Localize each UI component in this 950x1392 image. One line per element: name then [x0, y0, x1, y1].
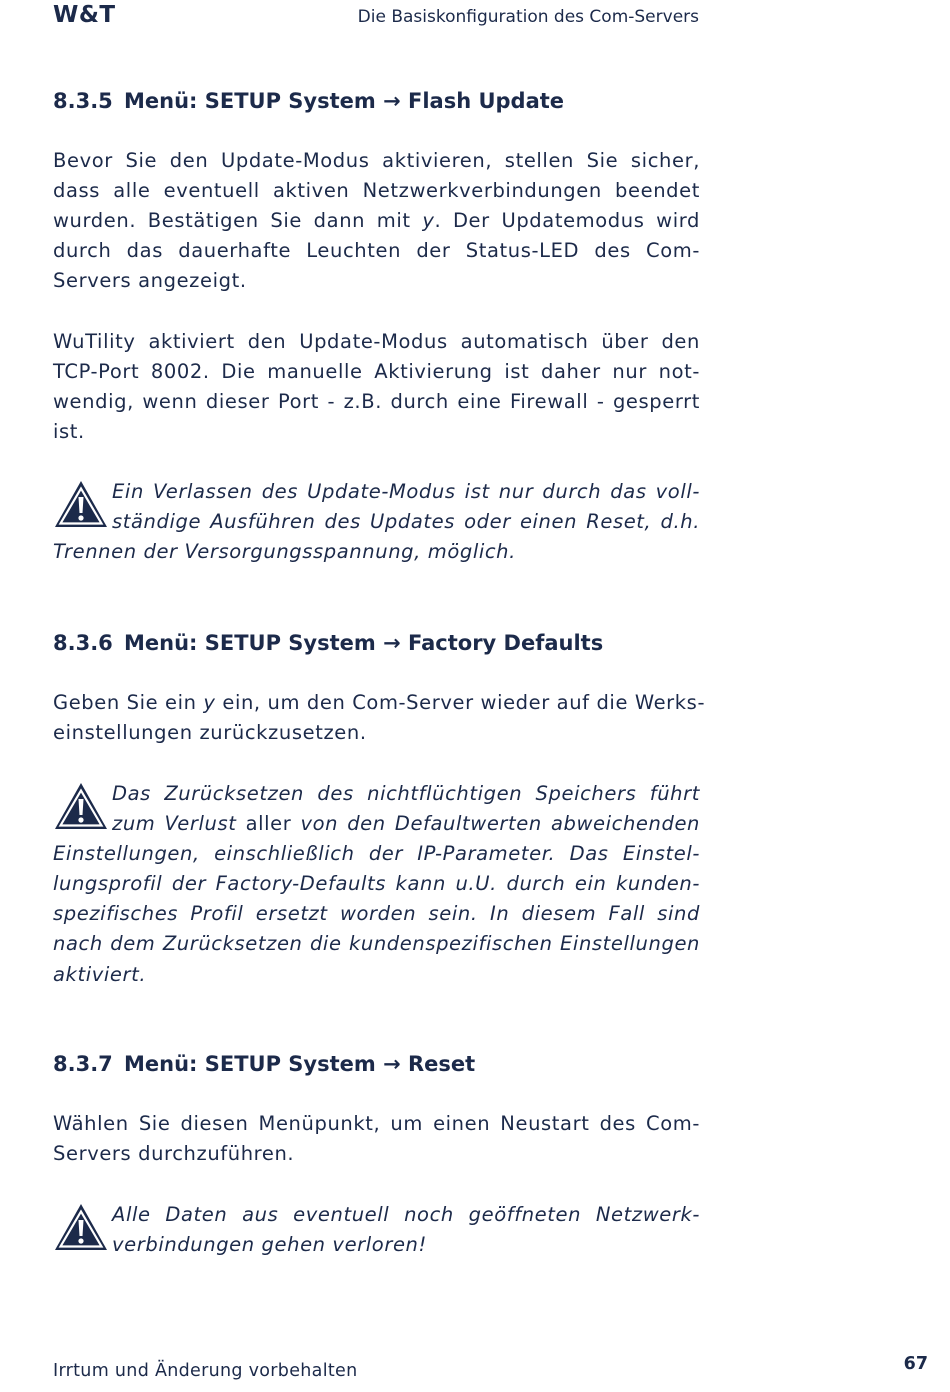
text-line: wendig, wenn dieser Port - z.B. durch eine Firewall - gesperrt — [53, 390, 700, 414]
text-run: . Der Updatemodus wird — [434, 209, 700, 233]
warning-note-factory-reset — [53, 779, 700, 990]
text-run-upright: aller — [236, 812, 301, 836]
text-line — [53, 206, 700, 236]
text-line: nach dem Zurücksetzen die kundenspezifischen Einstellungen — [53, 932, 700, 956]
section-number: 8.3.5 — [53, 89, 113, 113]
text-run: von den Defaultwerten abweichenden — [300, 812, 700, 836]
warning-triangle-icon — [53, 479, 109, 529]
section-heading-factory-defaults — [53, 629, 603, 657]
text-line: einstellungen zurückzusetzen. — [53, 721, 367, 745]
section-number: 8.3.6 — [53, 631, 113, 655]
text-line: durch das dauerhafte Leuchten der Status-LED des Com- — [53, 239, 700, 263]
warning-triangle-icon — [53, 781, 109, 831]
text-line: spezifisches Profil ersetzt worden sein. In diesem Fall sind — [53, 902, 700, 926]
paragraph-flash-update-intro — [53, 146, 700, 296]
text-run: ein, um den Com-Server wieder auf die Werks- — [215, 691, 706, 714]
text-run: wurden. Bestätigen Sie dann mit — [53, 209, 423, 233]
text-line: Wählen Sie diesen Menüpunkt, um einen Neustart des Com- — [53, 1112, 700, 1135]
warning-note-update-mode — [53, 477, 700, 567]
section-heading-reset — [53, 1050, 475, 1078]
text-line: lungsprofil der Factory-Defaults kann u.U. durch ein kunden- — [53, 872, 700, 896]
brand-logo: W&T — [53, 2, 116, 28]
text-line: WuTility aktiviert den Update-Modus automatisch über den — [53, 330, 700, 353]
text-line: verbindungen gehen verloren! — [112, 1233, 427, 1257]
text-line — [53, 809, 700, 839]
text-line: Das Zurücksetzen des nichtflüchtigen Speichers führt — [112, 782, 700, 805]
text-line: Ein Verlassen des Update-Modus ist nur durch das voll- — [112, 480, 700, 503]
paragraph-wutility — [53, 327, 700, 447]
text-line: Bevor Sie den Update-Modus aktivieren, stellen Sie sicher, — [53, 149, 700, 172]
text-line — [53, 688, 706, 718]
text-line: TCP-Port 8002. Die manuelle Aktivierung ist daher nur not- — [53, 360, 700, 384]
text-line: Trennen der Versorgungsspannung, möglich. — [53, 540, 516, 564]
text-line: dass alle eventuell aktiven Netzwerkverbindungen beendet — [53, 179, 700, 203]
footer-disclaimer: Irrtum und Änderung vorbehalten — [53, 1361, 358, 1381]
text-line: Servers angezeigt. — [53, 269, 247, 293]
section-title: Menü: SETUP System → Reset — [124, 1052, 476, 1076]
paragraph-factory-defaults — [53, 688, 706, 748]
paragraph-reset — [53, 1109, 700, 1169]
running-title: Die Basiskonfiguration des Com-Servers — [357, 7, 699, 27]
section-heading-flash-update — [53, 87, 564, 115]
section-title: Menü: SETUP System → Flash Update — [124, 89, 565, 113]
key-y: y — [203, 691, 216, 714]
warning-triangle-icon — [53, 1202, 109, 1252]
text-run: Geben Sie ein — [53, 691, 204, 714]
text-line: ist. — [53, 420, 85, 444]
text-line: aktiviert. — [53, 962, 147, 986]
text-line: Einstellungen, einschließlich der IP-Parameter. Das Einstel- — [53, 842, 700, 866]
section-title: Menü: SETUP System → Factory Defaults — [124, 631, 604, 655]
text-run: zum Verlust — [112, 812, 237, 836]
text-line: Servers durchzuführen. — [53, 1142, 295, 1166]
section-number: 8.3.7 — [53, 1052, 113, 1076]
warning-note-connections — [53, 1200, 700, 1260]
page-number: 67 — [903, 1354, 928, 1374]
text-line: ständige Ausführen des Updates oder einen Reset, d.h. — [112, 510, 700, 534]
key-y: y — [422, 209, 435, 233]
text-line: Alle Daten aus eventuell noch geöffneten Netzwerk- — [112, 1203, 700, 1226]
